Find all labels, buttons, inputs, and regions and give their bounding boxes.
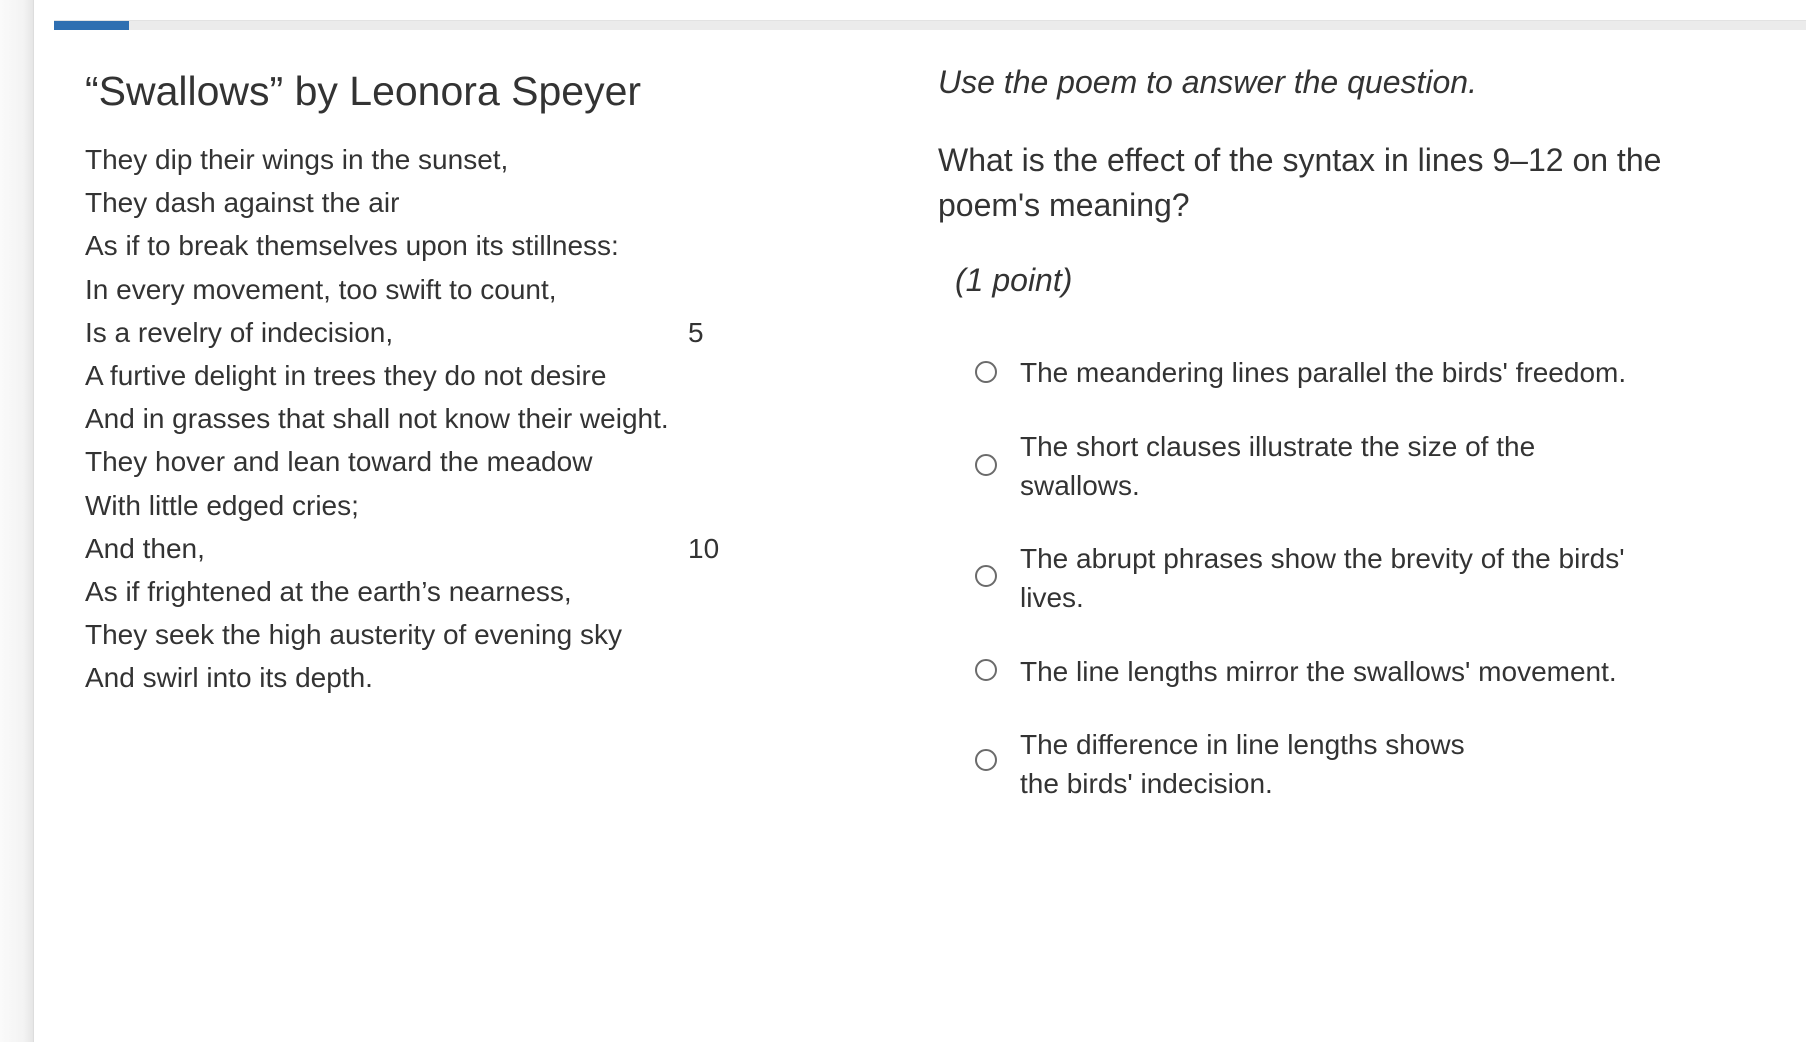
- answer-option-label: The difference in line lengths shows the birds' indecision.: [1020, 729, 1465, 799]
- progress-bar: [54, 20, 1806, 30]
- radio-button-icon[interactable]: [975, 361, 997, 383]
- poem-line: Is a revelry of indecision, 5: [85, 311, 745, 354]
- line-number: 10: [688, 532, 720, 564]
- question-points: (1 point): [955, 262, 1073, 298]
- radio-button-icon[interactable]: [975, 454, 997, 476]
- left-panel-shadow: [0, 0, 34, 1042]
- radio-button-icon[interactable]: [975, 749, 997, 771]
- left-panel-divider: [33, 0, 34, 1042]
- poem-line: A furtive delight in trees they do not desire: [85, 359, 607, 391]
- radio-button-icon[interactable]: [975, 659, 997, 681]
- line-number: 5: [688, 316, 704, 348]
- poem-line: They hover and lean toward the meadow: [85, 446, 593, 478]
- question-instruction: Use the poem to answer the question.: [938, 64, 1477, 100]
- poem-line: They dash against the air: [85, 187, 400, 219]
- poem-line: As if frightened at the earth’s nearness,: [85, 575, 572, 607]
- poem-lines: [85, 138, 745, 699]
- poem-line: As if to break themselves upon its stillness:: [85, 230, 619, 262]
- question-prompt: What is the effect of the syntax in lines 9–12 on the poem's meaning?: [938, 142, 1662, 223]
- poem-line: And swirl into its depth.: [85, 662, 373, 694]
- poem-line: And in grasses that shall not know their weight.: [85, 403, 669, 435]
- answer-option-label: The meandering lines parallel the birds' freedom.: [1020, 357, 1627, 388]
- poem-line: They dip their wings in the sunset,: [85, 144, 509, 175]
- poem-line: In every movement, too swift to count,: [85, 273, 557, 305]
- answer-option-label: The line lengths mirror the swallows' movement.: [1020, 656, 1617, 687]
- progress-bar-fill: [54, 21, 129, 30]
- poem-line: With little edged cries;: [85, 489, 359, 521]
- radio-button-icon[interactable]: [975, 565, 997, 587]
- poem-line: And then, 10: [85, 527, 745, 570]
- passage-title: “Swallows” by Leonora Speyer: [85, 68, 642, 114]
- poem-line: They seek the high austerity of evening sky: [85, 619, 622, 651]
- answer-option-label: The abrupt phrases show the brevity of the birds' lives.: [1020, 543, 1625, 613]
- answer-option-label: The short clauses illustrate the size of the swallows.: [1020, 431, 1536, 501]
